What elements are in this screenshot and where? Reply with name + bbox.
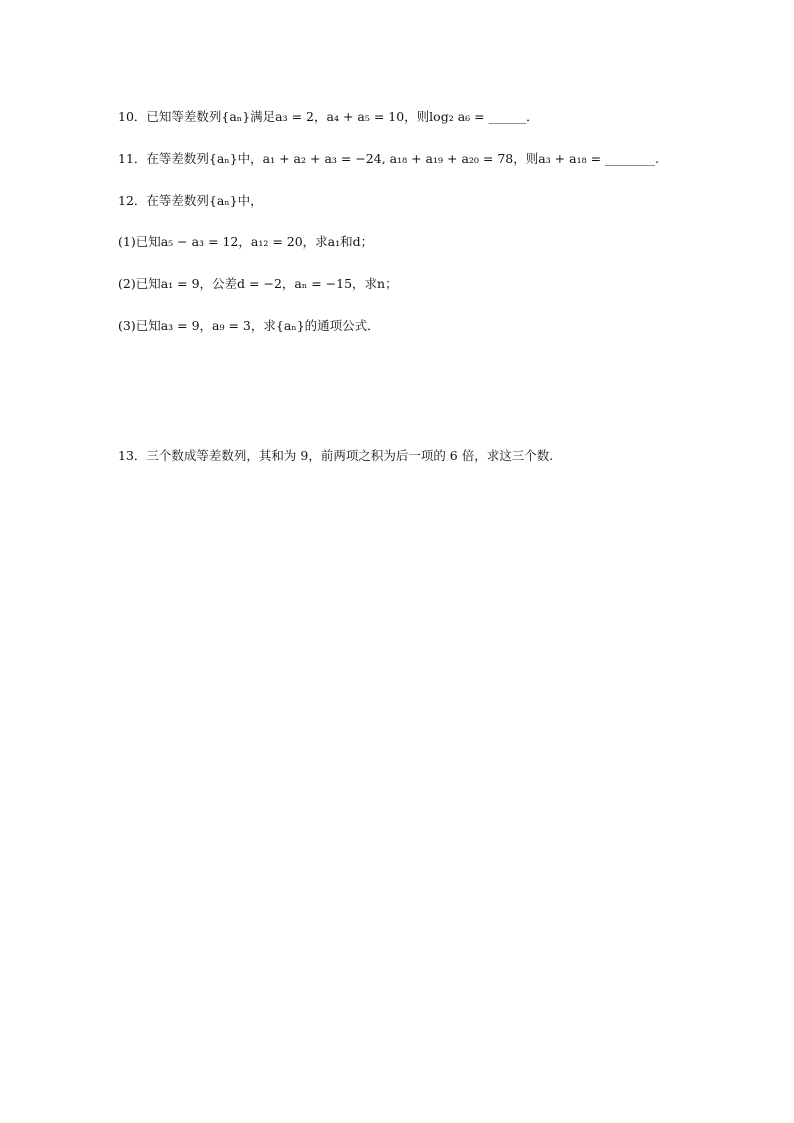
problem-12-part-1-text: (1)已知a₅ − a₃ = 12，a₁₂ = 20，求a₁和d； xyxy=(118,234,374,249)
problem-12-part-2-text: (2)已知a₁ = 9，公差d = −2，aₙ = −15，求n； xyxy=(118,276,398,291)
problem-12-part-3 xyxy=(118,317,380,335)
problem-13-text: 13．三个数成等差数列，其和为 9，前两项之积为后一项的 6 倍，求这三个数. xyxy=(118,448,554,463)
problem-13 xyxy=(118,447,553,465)
problem-12-text: 12．在等差数列{aₙ}中， xyxy=(118,193,263,208)
problem-11 xyxy=(118,150,659,168)
problem-12-part-3-text: (3)已知a₃ = 9，a₉ = 3，求{aₙ}的通项公式． xyxy=(118,318,380,333)
problem-12-part-2 xyxy=(118,275,398,293)
problem-10 xyxy=(118,108,539,126)
problem-11-text: 11．在等差数列{aₙ}中，a₁ + a₂ + a₃ = −24, a₁₈ + a₁₉ + a₂₀ = 78，则a₃ + a₁₈ = ________. xyxy=(118,151,659,166)
problem-10-text: 10．已知等差数列{aₙ}满足a₃ = 2，a₄ + a₅ = 10，则log₂ a₆ = ______． xyxy=(118,109,539,124)
problem-12 xyxy=(118,192,263,210)
problem-12-part-1 xyxy=(118,233,373,251)
